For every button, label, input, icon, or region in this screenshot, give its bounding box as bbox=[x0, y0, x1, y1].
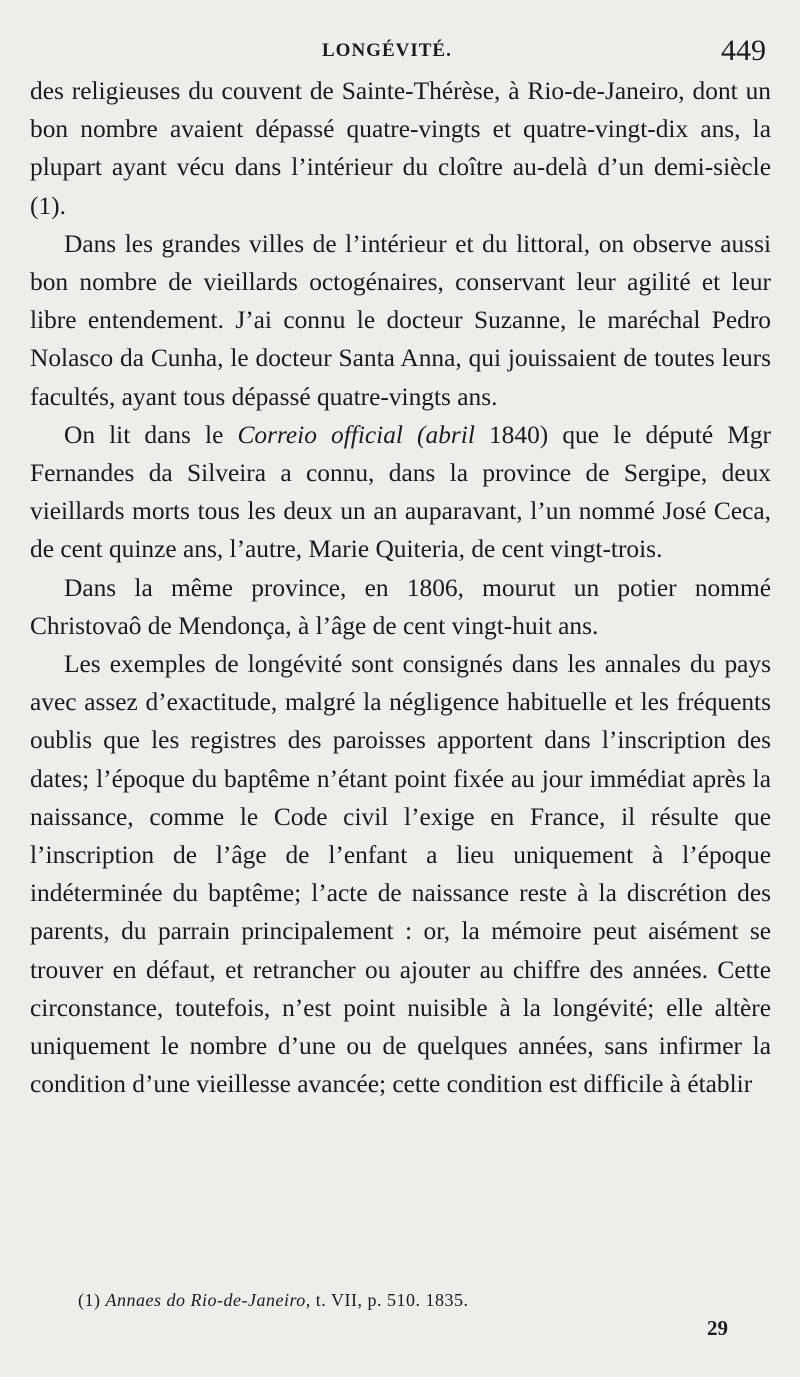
paragraph-1: des religieuses du couvent de Sainte-Thérèse, à Rio-de-Janeiro, dont un bon nombre avaient dépassé quatre-vingts et quatre-vingt-dix ans, la plupart ayant vécu dans l’intérieur du cloître au-delà d’un demi-siècle (1). bbox=[30, 77, 771, 220]
paragraph-3-before: On lit dans le bbox=[64, 420, 238, 449]
paragraph-3 bbox=[30, 416, 771, 569]
footnote-marker: (1) bbox=[78, 1290, 101, 1310]
signature-mark: 29 bbox=[707, 1316, 728, 1340]
paragraph-2: Dans les grandes villes de l’intérieur et du littoral, on observe aussi bon nombre de vieillards octogénaires, conservant leur agilité et leur libre entendement. J’ai connu le docteur Suzanne, le maréchal Pedro Nolasco da Cunha, le docteur Santa Anna, qui jouissaient de toutes leurs facultés, ayant tous dépassé quatre-vingts ans. bbox=[30, 229, 771, 411]
body-text bbox=[30, 72, 771, 1103]
page-header bbox=[0, 32, 800, 68]
page-number: 449 bbox=[721, 34, 766, 67]
paragraph-5: Les exemples de longévité sont consignés dans les annales du pays avec assez d’exactitude, malgré la négligence habituelle et les fréquents oublis que les registres des paroisses apportent dans l’inscription des dates; l’époque du baptême n’étant point fixée au jour immédiat après la naissance, comme le Code civil l’exige en France, il résulte que l’inscription de l’âge de l’enfant a lieu uniquement à l’époque indéterminée du baptême; l’acte de naissance reste à la discrétion des parents, du parrain principalement : or, la mémoire peut aisément se trouver en défaut, et retrancher ou ajouter au chiffre des années. Cette circonstance, toutefois, n’est point nuisible à la longévité; elle altère uniquement le nombre d’une ou de quelques années, sans infirmer la condition d’une vieillesse avancée; cette condition est difficile à établir bbox=[30, 650, 771, 1099]
footnote bbox=[78, 1290, 468, 1311]
footnote-reference: t. VII, p. 510. 1835. bbox=[310, 1290, 469, 1310]
paragraph-4: Dans la même province, en 1806, mourut un potier nommé Christovaô de Mendonça, à l’âge de cent vingt-huit ans. bbox=[30, 573, 771, 640]
paragraph-3-after: 1840) que le député Mgr Fernandes da Silveira a connu, dans la province de Sergipe, deux vieillards morts tous les deux un an auparavant, l’un nommé José Ceca, de cent quinze ans, l’autre, Marie Quiteria, de cent vingt-trois. bbox=[30, 420, 771, 564]
newspaper-title: Correio official (abril bbox=[237, 420, 475, 449]
footnote-source: Annaes do Rio-de-Janeiro, bbox=[105, 1290, 311, 1310]
running-head: LONGÉVITÉ. bbox=[322, 40, 452, 61]
